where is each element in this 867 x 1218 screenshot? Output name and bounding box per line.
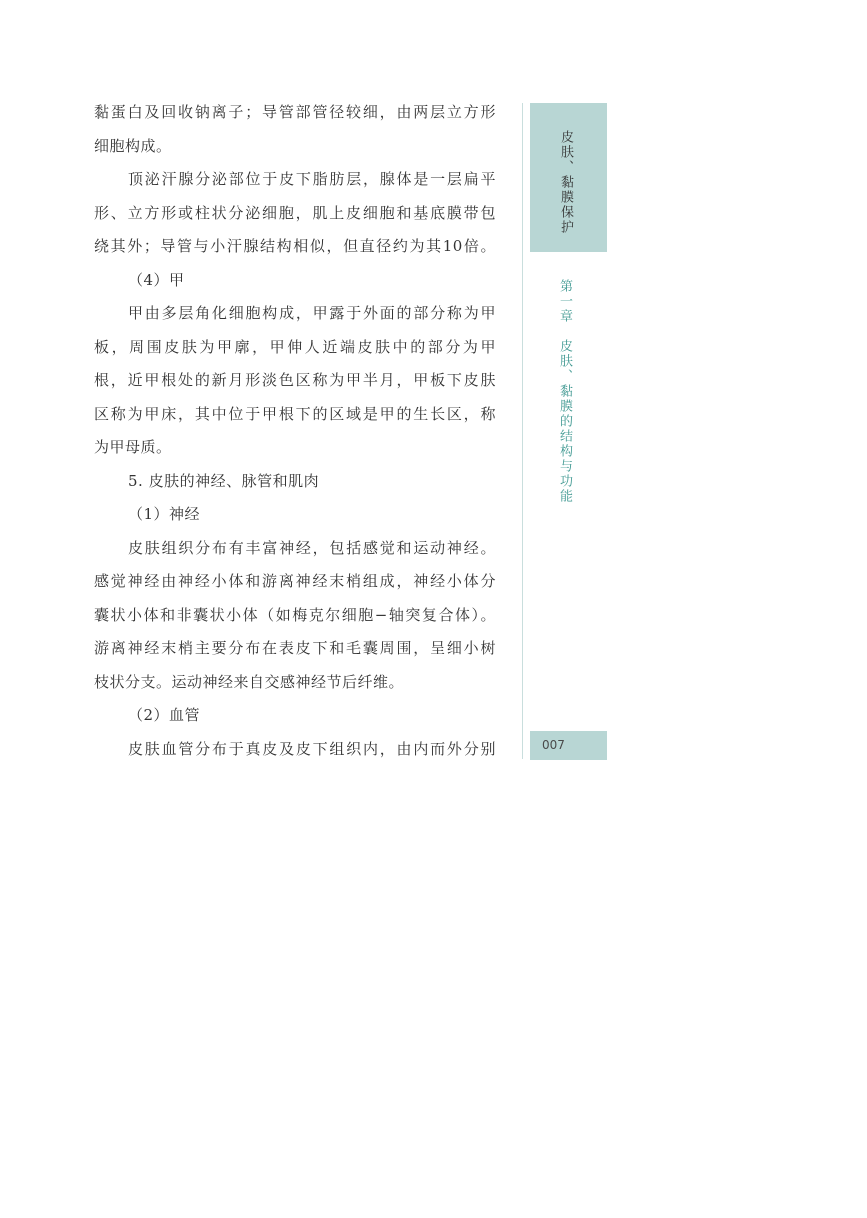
- text-line: 绕其外；导管与小汗腺结构相似，但直径约为其10倍。: [94, 237, 496, 255]
- section-tab-label: 皮肤、黏膜保护: [558, 130, 573, 235]
- text-line: 区称为甲床，其中位于甲根下的区域是甲的生长区，称: [94, 404, 496, 423]
- text-line: 囊状小体和非囊状小体（如梅克尔细胞−轴突复合体）。: [94, 605, 496, 624]
- text-line: 黏蛋白及回收钠离子；导管部管径较细，由两层立方形: [94, 103, 496, 121]
- text-line: 根，近甲根处的新月形淡色区称为甲半月，甲板下皮肤: [94, 371, 496, 389]
- subheading-nail: （4）甲: [128, 270, 185, 289]
- subheading-nerves: （1）神经: [128, 505, 201, 523]
- text-line: 皮肤血管分布于真皮及皮下组织内，由内而外分别: [128, 739, 496, 758]
- page-number: 007: [542, 738, 565, 752]
- text-line: 顶泌汗腺分泌部位于皮下脂肪层，腺体是一层扁平: [128, 170, 496, 188]
- text-line: 形、立方形或柱状分泌细胞，肌上皮细胞和基底膜带包: [94, 203, 496, 222]
- text-line: 细胞构成。: [94, 136, 172, 155]
- text-line: 板，周围皮肤为甲廓，甲伸人近端皮肤中的部分为甲: [94, 337, 496, 356]
- text-line: 皮肤组织分布有丰富神经，包括感觉和运动神经。: [128, 538, 496, 557]
- section-tab: [530, 103, 607, 252]
- chapter-title: 第一章 皮肤、黏膜的结构与功能: [557, 279, 572, 504]
- main-text: [94, 96, 496, 766]
- text-line: 游离神经末梢主要分布在表皮下和毛囊周围，呈细小树: [94, 639, 496, 657]
- text-line: 为甲母质。: [94, 438, 172, 456]
- section-heading: 5. 皮肤的神经、脉管和肌肉: [128, 471, 320, 490]
- subheading-vessels: （2）血管: [128, 706, 201, 724]
- sidebar-divider: [522, 103, 523, 759]
- text-line: 枝状分支。运动神经来自交感神经节后纤维。: [94, 672, 405, 691]
- text-line: 甲由多层角化细胞构成，甲露于外面的部分称为甲: [128, 304, 496, 322]
- page-number-tab: [530, 731, 607, 760]
- text-line: 感觉神经由神经小体和游离神经末梢组成，神经小体分: [94, 572, 496, 590]
